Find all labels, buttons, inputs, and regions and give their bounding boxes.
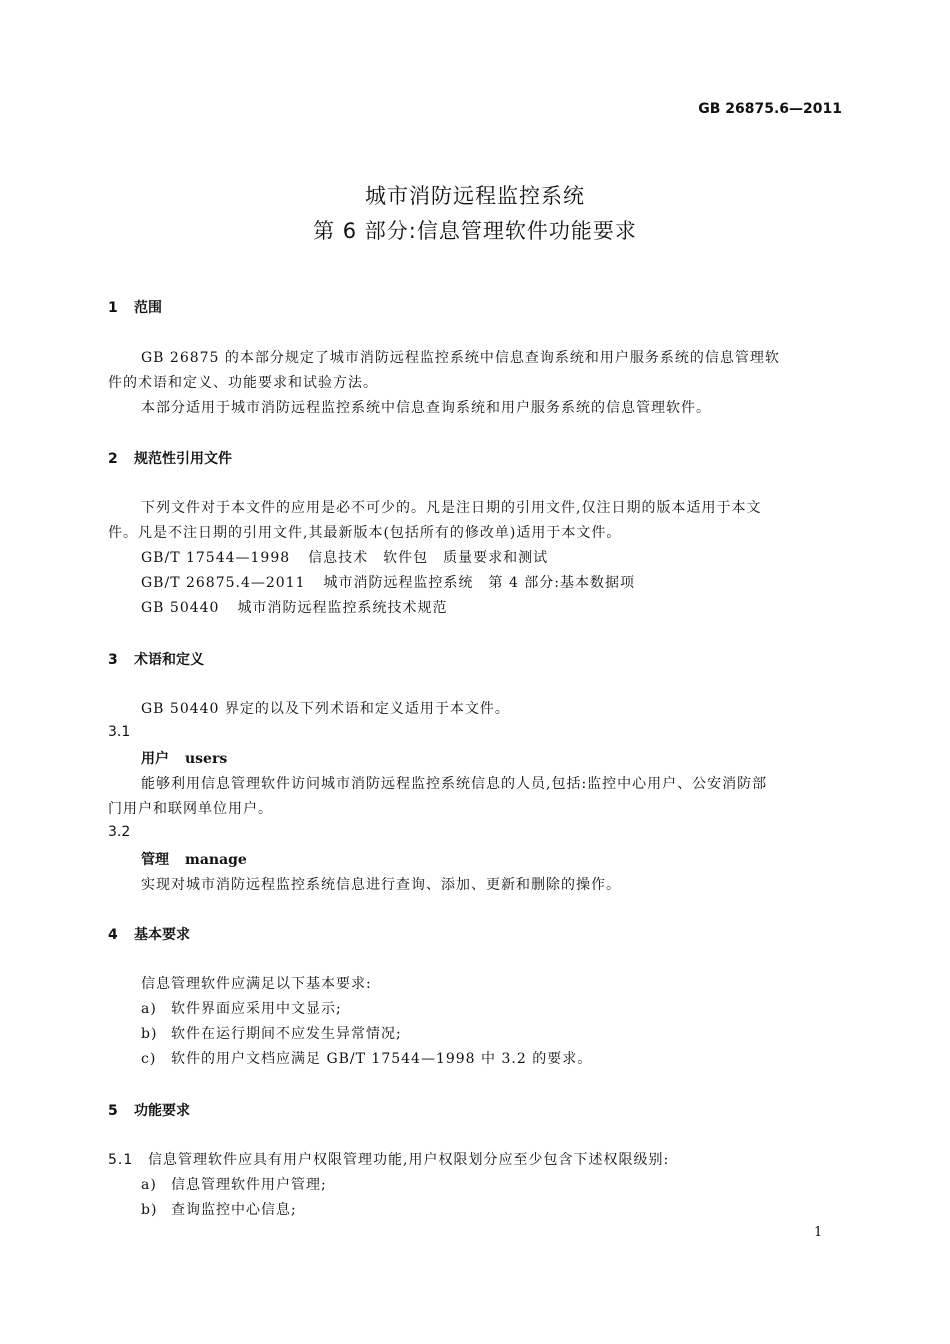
reference-title: 城市消防远程监控系统技术规范 <box>237 600 448 616</box>
section-title: 基本要求 <box>134 927 190 943</box>
section-5-heading <box>108 1100 190 1120</box>
paragraph: 本部分适用于城市消防远程监控系统中信息查询系统和用户服务系统的信息管理软件。 <box>141 400 711 416</box>
paragraph-continuation: 件的术语和定义、功能要求和试验方法。 <box>108 375 378 391</box>
list-text: 信息管理软件用户管理; <box>171 1177 327 1193</box>
reference-title: 信息技术 软件包 质量要求和测试 <box>308 550 549 566</box>
paragraph: GB 50440 界定的以及下列术语和定义适用于本文件。 <box>141 701 510 717</box>
list-item <box>141 998 342 1018</box>
list-marker: b) <box>141 1202 158 1218</box>
list-text: 查询监控中心信息; <box>171 1202 297 1218</box>
section-title: 功能要求 <box>134 1103 190 1119</box>
clause-paragraph <box>108 1149 669 1169</box>
document-subtitle: 第 6 部分:信息管理软件功能要求 <box>313 219 637 243</box>
paragraph: GB 26875 的本部分规定了城市消防远程监控系统中信息查询系统和用户服务系统的信息管理软 <box>141 350 780 366</box>
section-4-heading <box>108 924 190 944</box>
reference-title: 城市消防远程监控系统 第 4 部分:基本数据项 <box>323 575 636 591</box>
section-number: 4 <box>108 927 118 943</box>
section-title: 范围 <box>134 300 162 316</box>
section-2-heading <box>108 448 232 468</box>
page-number: 1 <box>814 1225 823 1240</box>
term-chinese: 用户 <box>141 751 169 767</box>
term-definition: 能够利用信息管理软件访问城市消防远程监控系统信息的人员,包括:监控中心用户、公安消防部 <box>141 776 768 792</box>
term-english: users <box>185 751 228 767</box>
clause-number: 3.2 <box>108 824 131 840</box>
term-chinese: 管理 <box>141 852 169 868</box>
clause-text: 信息管理软件应具有用户权限管理功能,用户权限划分应至少包含下述权限级别: <box>148 1152 670 1168</box>
term-english: manage <box>185 852 247 868</box>
section-number: 1 <box>108 300 118 316</box>
paragraph: 下列文件对于本文件的应用是必不可少的。凡是注日期的引用文件,仅注日期的版本适用于本文 <box>141 500 762 516</box>
list-item <box>141 1199 297 1219</box>
reference-code: GB 50440 <box>141 600 220 616</box>
list-marker: c) <box>141 1051 157 1067</box>
list-text: 软件在运行期间不应发生异常情况; <box>171 1026 402 1042</box>
list-marker: a) <box>141 1177 157 1193</box>
document-title: 城市消防远程监控系统 <box>365 184 585 208</box>
list-item <box>141 1023 402 1043</box>
paragraph-continuation: 件。凡是不注日期的引用文件,其最新版本(包括所有的修改单)适用于本文件。 <box>108 525 622 541</box>
standard-code: GB 26875.6—2011 <box>698 101 842 117</box>
reference-code: GB/T 26875.4—2011 <box>141 575 306 591</box>
clause-number: 3.1 <box>108 724 131 740</box>
reference-item <box>141 597 465 617</box>
section-3-heading <box>108 649 204 669</box>
reference-item <box>141 572 653 592</box>
reference-code: GB/T 17544—1998 <box>141 550 291 566</box>
paragraph: 信息管理软件应满足以下基本要求: <box>141 976 372 992</box>
list-marker: a) <box>141 1001 157 1017</box>
list-text: 软件的用户文档应满足 GB/T 17544—1998 中 3.2 的要求。 <box>171 1051 593 1067</box>
clause-number: 5.1 <box>108 1152 134 1168</box>
list-text: 软件界面应采用中文显示; <box>171 1001 342 1017</box>
term-definition: 实现对城市消防远程监控系统信息进行查询、添加、更新和删除的操作。 <box>141 877 621 893</box>
section-1-heading <box>108 297 162 317</box>
list-item <box>141 1174 327 1194</box>
term-definition-continuation: 门用户和联网单位用户。 <box>108 801 273 817</box>
section-number: 5 <box>108 1103 118 1119</box>
list-marker: b) <box>141 1026 158 1042</box>
section-number: 2 <box>108 451 118 467</box>
reference-item <box>141 547 566 567</box>
section-title: 规范性引用文件 <box>134 451 232 467</box>
term-entry <box>141 748 227 768</box>
term-entry <box>141 849 247 869</box>
section-number: 3 <box>108 652 118 668</box>
list-item <box>141 1048 592 1068</box>
section-title: 术语和定义 <box>134 652 204 668</box>
